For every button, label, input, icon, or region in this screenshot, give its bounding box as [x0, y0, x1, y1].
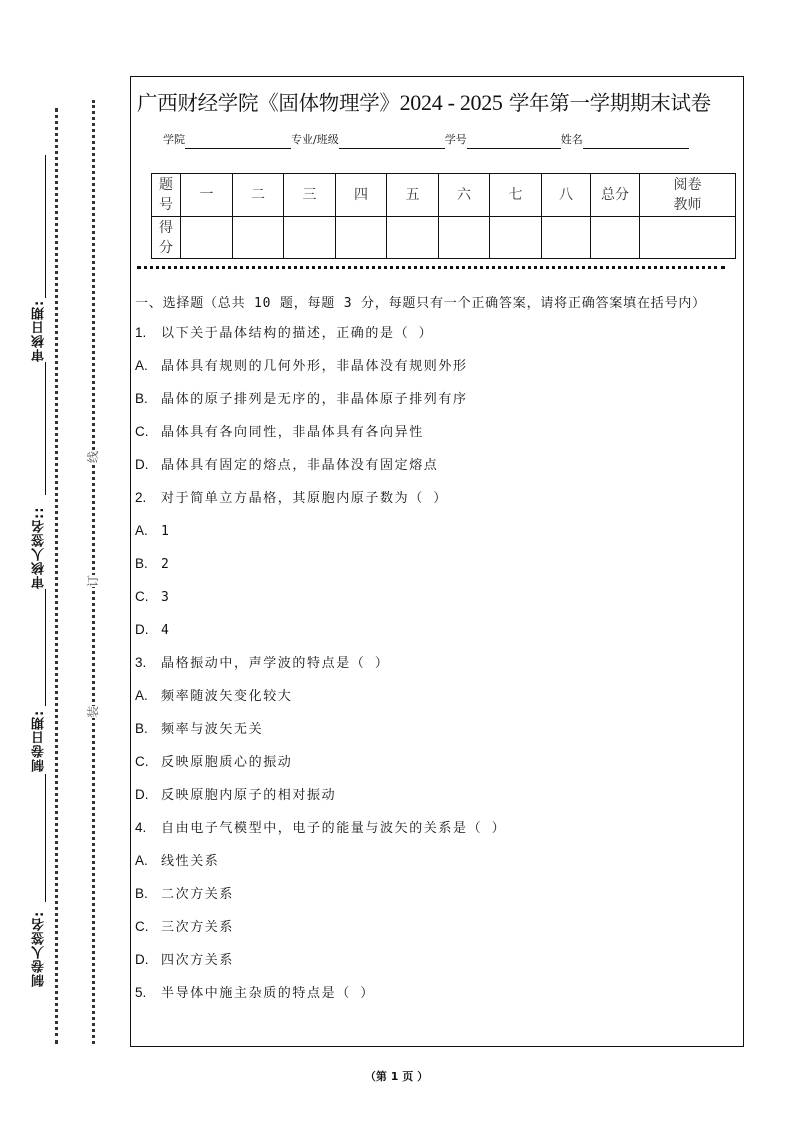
col-header-2: 二	[233, 174, 284, 217]
college-field[interactable]	[185, 134, 291, 149]
paper-maker-signature-label: 制卷人签名:	[32, 910, 47, 987]
question-3: 3. 晶格振动中，声学波的特点是（ ）	[135, 655, 390, 671]
col-header-7: 七	[490, 174, 542, 217]
col-header-grader: 阅卷 教师	[640, 174, 736, 217]
section-heading: 一、选择题（总共 10 题，每题 3 分，每题只有一个正确答案，请将正确答案填在括号内）	[135, 296, 706, 311]
college-label: 学院	[163, 133, 185, 146]
binding-char-bind: 装	[86, 705, 101, 719]
section-multiple-choice	[135, 292, 741, 1018]
binding-dotted-line-inner	[92, 100, 95, 1044]
header-separator	[137, 266, 725, 269]
q4-option-d[interactable]: D. 四次方关系	[135, 952, 235, 968]
score-cell-8[interactable]	[542, 217, 591, 259]
score-cell-5[interactable]	[387, 217, 439, 259]
name-field[interactable]	[583, 134, 689, 149]
q2-option-a[interactable]: A. 1	[135, 523, 171, 539]
q3-option-a[interactable]: A. 频率随波矢变化较大	[135, 688, 293, 704]
binding-char-line: 线	[86, 450, 101, 464]
signature-line	[45, 362, 46, 495]
page-number: （第 1 页 ）	[364, 1070, 429, 1083]
col-header-1: 一	[181, 174, 233, 217]
score-cell-1[interactable]	[181, 217, 233, 259]
q1-option-a[interactable]: A. 晶体具有规则的几何外形，非晶体没有规则外形	[135, 358, 468, 374]
score-cell-6[interactable]	[439, 217, 490, 259]
score-table	[151, 173, 736, 259]
name-label: 姓名	[560, 133, 583, 146]
signature-line	[45, 774, 46, 902]
question-number-header: 题 号	[152, 174, 181, 217]
score-cell-2[interactable]	[233, 217, 284, 259]
score-cell-total[interactable]	[591, 217, 640, 259]
q2-option-d[interactable]: D. 4	[135, 622, 171, 638]
q4-option-c[interactable]: C. 三次方关系	[135, 919, 235, 935]
q1-option-b[interactable]: B. 晶体的原子排列是无序的，非晶体原子排列有序	[135, 391, 468, 407]
binding-dotted-line-outer	[55, 108, 58, 1044]
q3-option-b[interactable]: B. 频率与波矢无关	[135, 721, 264, 737]
score-cell-3[interactable]	[284, 217, 336, 259]
title-suffix: 学年第一学期期末试卷	[502, 91, 711, 115]
student-info-row	[163, 131, 689, 149]
reviewer-signature-label: 审核人签名::	[32, 506, 47, 589]
major-class-label: 专业/班级	[291, 133, 339, 146]
q4-option-b[interactable]: B. 二次方关系	[135, 886, 235, 902]
col-header-5: 五	[387, 174, 439, 217]
score-table-header-row	[152, 174, 736, 217]
q4-option-a[interactable]: A. 线性关系	[135, 853, 220, 869]
score-cell-grader[interactable]	[640, 217, 736, 259]
review-date-label: 审核日期:	[32, 299, 47, 362]
q2-option-c[interactable]: C. 3	[135, 589, 171, 605]
paper-date-label: 制卷日期:	[32, 709, 47, 772]
q1-option-d[interactable]: D. 晶体具有固定的熔点，非晶体没有固定熔点	[135, 457, 439, 473]
title-years: 2024 - 2025	[399, 90, 503, 115]
col-header-4: 四	[336, 174, 387, 217]
question-2: 2. 对于简单立方晶格，其原胞内原子数为（ ）	[135, 490, 448, 506]
score-cell-4[interactable]	[336, 217, 387, 259]
student-id-label: 学号	[444, 133, 467, 146]
q1-option-c[interactable]: C. 晶体具有各向同性，非晶体具有各向异性	[135, 424, 424, 440]
question-1: 1. 以下关于晶体结构的描述，正确的是（ ）	[135, 325, 434, 341]
q3-option-d[interactable]: D. 反映原胞内原子的相对振动	[135, 787, 337, 803]
binding-char-staple: 订	[86, 574, 101, 588]
signature-line	[45, 155, 46, 298]
score-row-header: 得 分	[152, 217, 181, 259]
title-prefix: 广西财经学院《固体物理学》	[137, 91, 400, 115]
q3-option-c[interactable]: C. 反映原胞质心的振动	[135, 754, 293, 770]
col-header-3: 三	[284, 174, 336, 217]
major-class-field[interactable]	[339, 134, 445, 149]
student-id-field[interactable]	[467, 134, 561, 149]
col-header-total: 总分	[591, 174, 640, 217]
score-table-score-row	[152, 217, 736, 259]
exam-title	[137, 86, 742, 116]
score-cell-7[interactable]	[490, 217, 542, 259]
col-header-6: 六	[439, 174, 490, 217]
question-4: 4. 自由电子气模型中，电子的能量与波矢的关系是（ ）	[135, 820, 507, 836]
signature-line	[45, 589, 46, 706]
question-5: 5. 半导体中施主杂质的特点是（ ）	[135, 985, 375, 1001]
q2-option-b[interactable]: B. 2	[135, 556, 171, 572]
col-header-8: 八	[542, 174, 591, 217]
